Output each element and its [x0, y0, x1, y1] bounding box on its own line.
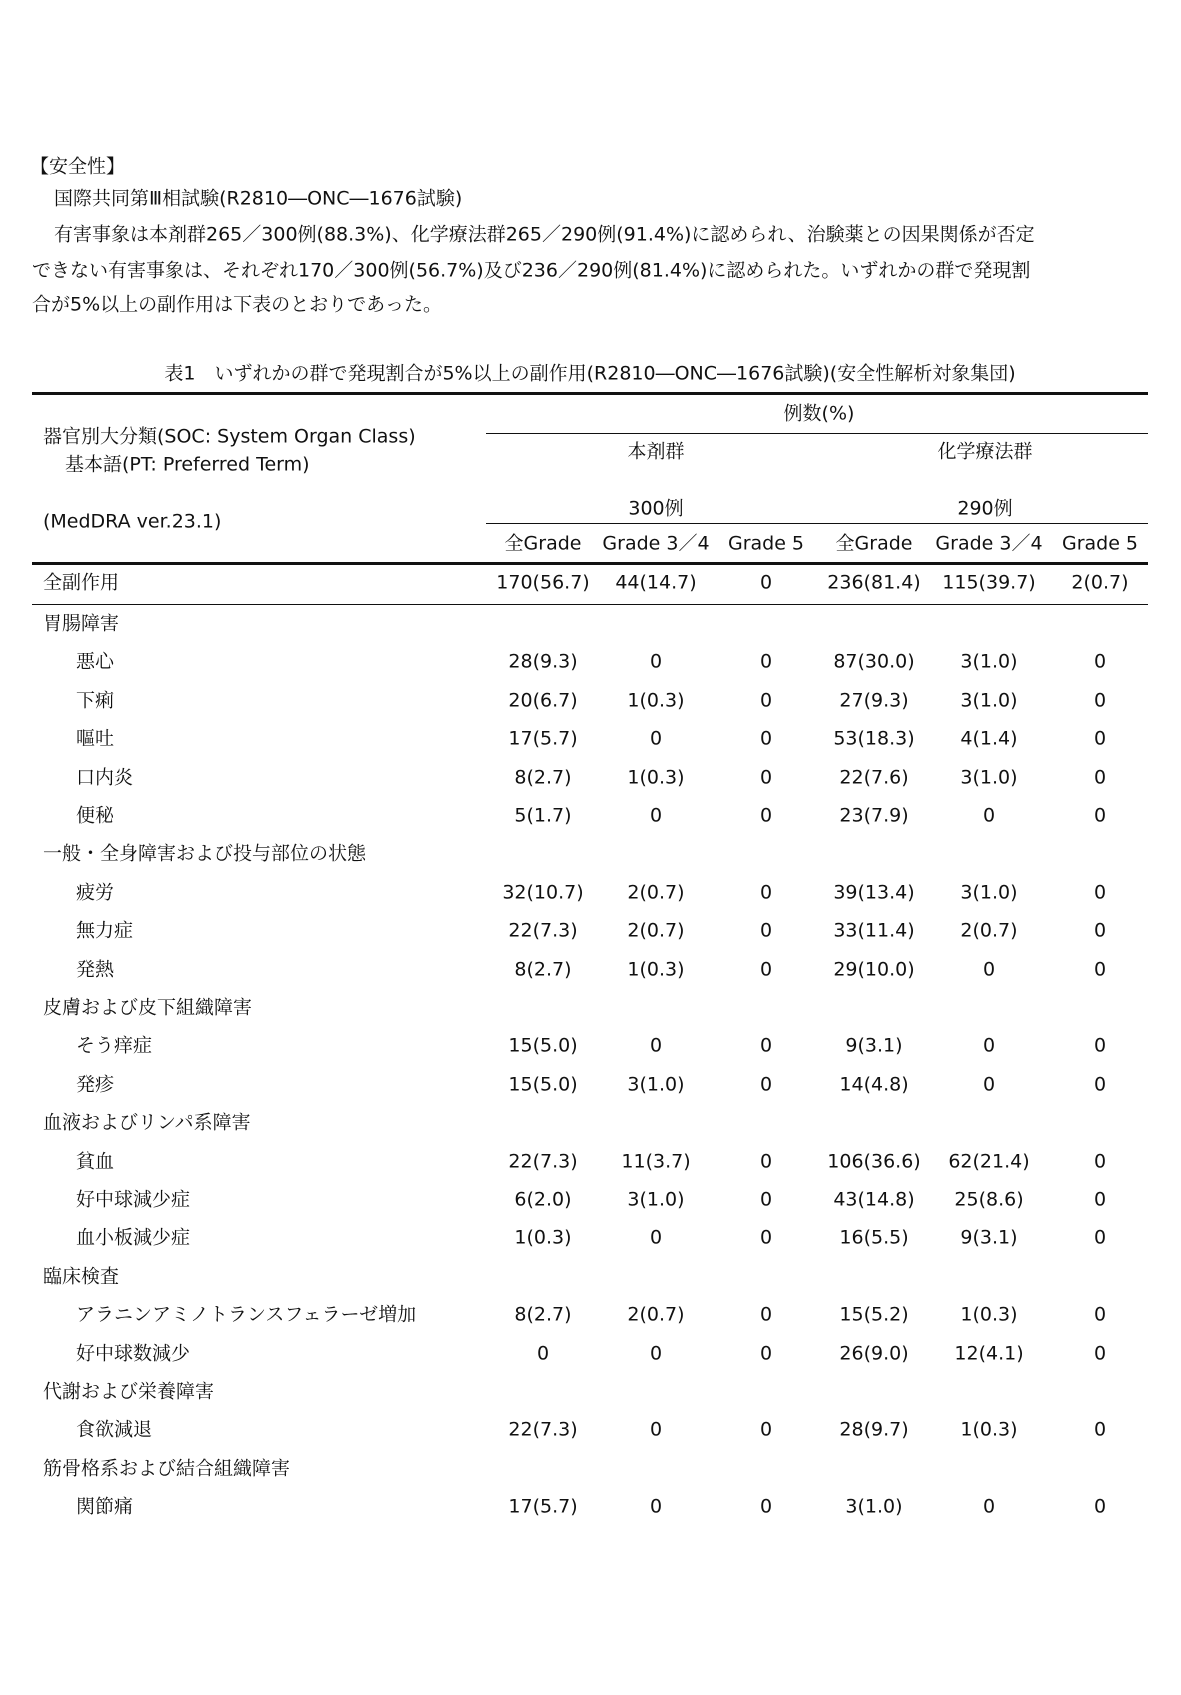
- pt-row-cell: 0: [1093, 804, 1107, 827]
- pt-row-label: 貧血: [76, 1150, 115, 1173]
- pt-row-cell: 1(0.3): [960, 1418, 1018, 1441]
- pt-row-label: 関節痛: [76, 1495, 134, 1518]
- pt-row-cell: 22(7.3): [508, 1150, 578, 1173]
- group-header-chemo: 化学療法群: [937, 440, 1033, 463]
- pt-row-label: 疲労: [76, 881, 115, 904]
- pt-row-label: 発熱: [76, 958, 115, 981]
- pt-row-label: 無力症: [76, 919, 134, 942]
- pt-row-cell: 0: [1093, 766, 1107, 789]
- soc-header: 器官別大分類(SOC: System Organ Class): [43, 425, 416, 448]
- meddra-version: (MedDRA ver.23.1): [43, 510, 222, 533]
- pt-row-cell: 8(2.7): [514, 766, 572, 789]
- pt-row-cell: 15(5.0): [508, 1034, 578, 1057]
- pt-row-cell: 0: [759, 766, 773, 789]
- pt-row-label: アラニンアミノトランスフェラーゼ増加: [76, 1303, 417, 1326]
- total-row-cell: 0: [759, 571, 773, 594]
- section-title: 【安全性】: [30, 155, 126, 178]
- pt-row-cell: 0: [759, 1150, 773, 1173]
- pt-row-cell: 3(1.0): [960, 689, 1018, 712]
- total-row-cell: 236(81.4): [827, 571, 921, 594]
- pt-row-cell: 0: [1093, 1226, 1107, 1249]
- pt-row-label: 口内炎: [76, 766, 134, 789]
- grade-header: 全Grade: [835, 532, 913, 555]
- pt-row-label: 好中球数減少: [76, 1342, 191, 1365]
- pt-row-cell: 87(30.0): [833, 650, 915, 673]
- pt-row-cell: 0: [982, 1073, 996, 1096]
- pt-row-cell: 22(7.3): [508, 1418, 578, 1441]
- pt-row-cell: 22(7.3): [508, 919, 578, 942]
- pt-row-cell: 62(21.4): [948, 1150, 1030, 1173]
- pt-row-cell: 17(5.7): [508, 727, 578, 750]
- header-bottom-rule: [32, 562, 1148, 565]
- pt-row-cell: 8(2.7): [514, 1303, 572, 1326]
- soc-row-label: 代謝および栄養障害: [43, 1380, 215, 1403]
- pt-row-cell: 0: [1093, 1073, 1107, 1096]
- grade-header: 全Grade: [504, 532, 582, 555]
- pt-row-cell: 0: [649, 727, 663, 750]
- pt-row-cell: 2(0.7): [627, 919, 685, 942]
- total-row-cell: 170(56.7): [496, 571, 590, 594]
- pt-row-cell: 3(1.0): [845, 1495, 903, 1518]
- pt-row-cell: 0: [759, 1188, 773, 1211]
- pt-row-cell: 28(9.3): [508, 650, 578, 673]
- pt-row-cell: 1(0.3): [627, 766, 685, 789]
- pt-row-cell: 29(10.0): [833, 958, 915, 981]
- pt-row-cell: 0: [1093, 1188, 1107, 1211]
- pt-row-label: 好中球減少症: [76, 1188, 191, 1211]
- pt-row-cell: 0: [759, 1418, 773, 1441]
- total-row-rule: [32, 604, 1148, 605]
- soc-row-label: 臨床検査: [43, 1265, 120, 1288]
- grade-header: Grade 5: [727, 532, 805, 555]
- pt-row-cell: 0: [759, 958, 773, 981]
- total-row-cell: 115(39.7): [942, 571, 1036, 594]
- pt-row-cell: 0: [649, 804, 663, 827]
- pt-row-cell: 25(8.6): [954, 1188, 1024, 1211]
- pt-row-cell: 0: [759, 1034, 773, 1057]
- pt-row-cell: 0: [759, 1073, 773, 1096]
- pt-row-cell: 0: [982, 804, 996, 827]
- pt-row-cell: 27(9.3): [839, 689, 909, 712]
- grade-header: Grade 3／4: [602, 532, 710, 555]
- grade-header: Grade 5: [1061, 532, 1139, 555]
- pt-row-cell: 6(2.0): [514, 1188, 572, 1211]
- pt-row-cell: 0: [1093, 1418, 1107, 1441]
- pt-row-cell: 0: [759, 1495, 773, 1518]
- total-row-cell: 2(0.7): [1071, 571, 1129, 594]
- pt-row-cell: 16(5.5): [839, 1226, 909, 1249]
- pt-row-cell: 3(1.0): [960, 881, 1018, 904]
- pt-row-cell: 15(5.0): [508, 1073, 578, 1096]
- pt-row-cell: 32(10.7): [502, 881, 584, 904]
- pt-row-cell: 0: [649, 1495, 663, 1518]
- pt-row-cell: 0: [759, 804, 773, 827]
- pt-row-cell: 1(0.3): [960, 1303, 1018, 1326]
- pt-row-label: 食欲減退: [76, 1418, 153, 1441]
- pt-row-cell: 43(14.8): [833, 1188, 915, 1211]
- pt-row-cell: 0: [982, 1495, 996, 1518]
- pt-row-label: 嘔吐: [76, 727, 115, 750]
- pt-row-cell: 0: [1093, 727, 1107, 750]
- paragraph-line: できない有害事象は、それぞれ170／300例(56.7%)及び236／290例(81.4%)に認められた。いずれかの群で発現割: [32, 259, 1031, 282]
- total-row-label: 全副作用: [43, 571, 120, 594]
- pt-row-cell: 11(3.7): [621, 1150, 691, 1173]
- pt-row-cell: 0: [759, 727, 773, 750]
- pt-row-cell: 0: [759, 650, 773, 673]
- pt-row-cell: 0: [759, 1303, 773, 1326]
- pt-row-cell: 3(1.0): [960, 766, 1018, 789]
- table-caption: 表1 いずれかの群で発現割合が5%以上の副作用(R2810―ONC―1676試験)(安全性解析対象集団): [164, 362, 1016, 385]
- soc-row-label: 皮膚および皮下組織障害: [43, 996, 253, 1019]
- paragraph-line: 有害事象は本剤群265／300例(88.3%)、化学療法群265／290例(91.4%)に認められ、治験薬との因果関係が否定: [54, 223, 1035, 246]
- study-title: 国際共同第Ⅲ相試験(R2810―ONC―1676試験): [54, 187, 463, 210]
- total-row-cell: 44(14.7): [615, 571, 697, 594]
- soc-row-label: 一般・全身障害および投与部位の状態: [43, 842, 367, 865]
- table-top-rule: [32, 392, 1148, 395]
- pt-row-cell: 0: [1093, 958, 1107, 981]
- pt-row-cell: 23(7.9): [839, 804, 909, 827]
- pt-row-cell: 0: [759, 1342, 773, 1365]
- pt-row-cell: 14(4.8): [839, 1073, 909, 1096]
- pt-row-cell: 28(9.7): [839, 1418, 909, 1441]
- pt-row-cell: 1(0.3): [627, 958, 685, 981]
- pt-row-label: 下痢: [76, 689, 115, 712]
- group-header-drug: 本剤群: [627, 440, 685, 463]
- pt-row-cell: 2(0.7): [960, 919, 1018, 942]
- pt-row-cell: 0: [649, 1226, 663, 1249]
- pt-row-cell: 0: [1093, 1495, 1107, 1518]
- pt-row-cell: 0: [1093, 1303, 1107, 1326]
- pt-row-cell: 53(18.3): [833, 727, 915, 750]
- pt-row-cell: 39(13.4): [833, 881, 915, 904]
- pt-row-cell: 0: [649, 650, 663, 673]
- pt-row-cell: 0: [1093, 650, 1107, 673]
- pt-row-cell: 33(11.4): [833, 919, 915, 942]
- count-header: 例数(%): [783, 402, 855, 425]
- pt-row-cell: 5(1.7): [514, 804, 572, 827]
- pt-row-cell: 0: [1093, 881, 1107, 904]
- grade-header: Grade 3／4: [935, 532, 1043, 555]
- pt-row-cell: 0: [759, 881, 773, 904]
- pt-row-cell: 22(7.6): [839, 766, 909, 789]
- pt-row-label: そう痒症: [76, 1034, 153, 1057]
- pt-row-cell: 15(5.2): [839, 1303, 909, 1326]
- pt-row-cell: 1(0.3): [514, 1226, 572, 1249]
- pt-row-cell: 0: [1093, 689, 1107, 712]
- soc-row-label: 筋骨格系および結合組織障害: [43, 1457, 291, 1480]
- pt-row-cell: 3(1.0): [960, 650, 1018, 673]
- pt-row-cell: 0: [536, 1342, 550, 1365]
- pt-row-cell: 0: [1093, 919, 1107, 942]
- header-rule: [486, 523, 1148, 524]
- pt-row-cell: 0: [649, 1034, 663, 1057]
- pt-row-cell: 1(0.3): [627, 689, 685, 712]
- pt-row-cell: 9(3.1): [960, 1226, 1018, 1249]
- pt-row-cell: 0: [1093, 1034, 1107, 1057]
- pt-row-label: 悪心: [76, 650, 115, 673]
- soc-row-label: 血液およびリンパ系障害: [43, 1111, 251, 1134]
- pt-row-cell: 0: [982, 1034, 996, 1057]
- pt-row-cell: 20(6.7): [508, 689, 578, 712]
- pt-row-label: 便秘: [76, 804, 115, 827]
- pt-row-cell: 12(4.1): [954, 1342, 1024, 1365]
- pt-row-cell: 0: [649, 1342, 663, 1365]
- group-n-drug: 300例: [628, 497, 684, 520]
- pt-row-cell: 0: [1093, 1150, 1107, 1173]
- group-n-chemo: 290例: [957, 497, 1013, 520]
- pt-row-cell: 0: [759, 689, 773, 712]
- pt-row-cell: 0: [982, 958, 996, 981]
- soc-row-label: 胃腸障害: [43, 612, 120, 635]
- pt-row-cell: 8(2.7): [514, 958, 572, 981]
- pt-row-cell: 2(0.7): [627, 1303, 685, 1326]
- pt-row-label: 発疹: [76, 1073, 115, 1096]
- pt-row-cell: 0: [759, 1226, 773, 1249]
- pt-row-cell: 9(3.1): [845, 1034, 903, 1057]
- pt-row-cell: 3(1.0): [627, 1073, 685, 1096]
- pt-row-label: 血小板減少症: [76, 1226, 191, 1249]
- pt-row-cell: 106(36.6): [827, 1150, 921, 1173]
- pt-row-cell: 0: [649, 1418, 663, 1441]
- paragraph-line: 合が5%以上の副作用は下表のとおりであった。: [32, 293, 442, 316]
- header-rule: [486, 433, 1148, 434]
- pt-row-cell: 0: [1093, 1342, 1107, 1365]
- pt-row-cell: 2(0.7): [627, 881, 685, 904]
- pt-header: 基本語(PT: Preferred Term): [65, 453, 310, 476]
- pt-row-cell: 4(1.4): [960, 727, 1018, 750]
- pt-row-cell: 3(1.0): [627, 1188, 685, 1211]
- pt-row-cell: 0: [759, 919, 773, 942]
- pt-row-cell: 17(5.7): [508, 1495, 578, 1518]
- pt-row-cell: 26(9.0): [839, 1342, 909, 1365]
